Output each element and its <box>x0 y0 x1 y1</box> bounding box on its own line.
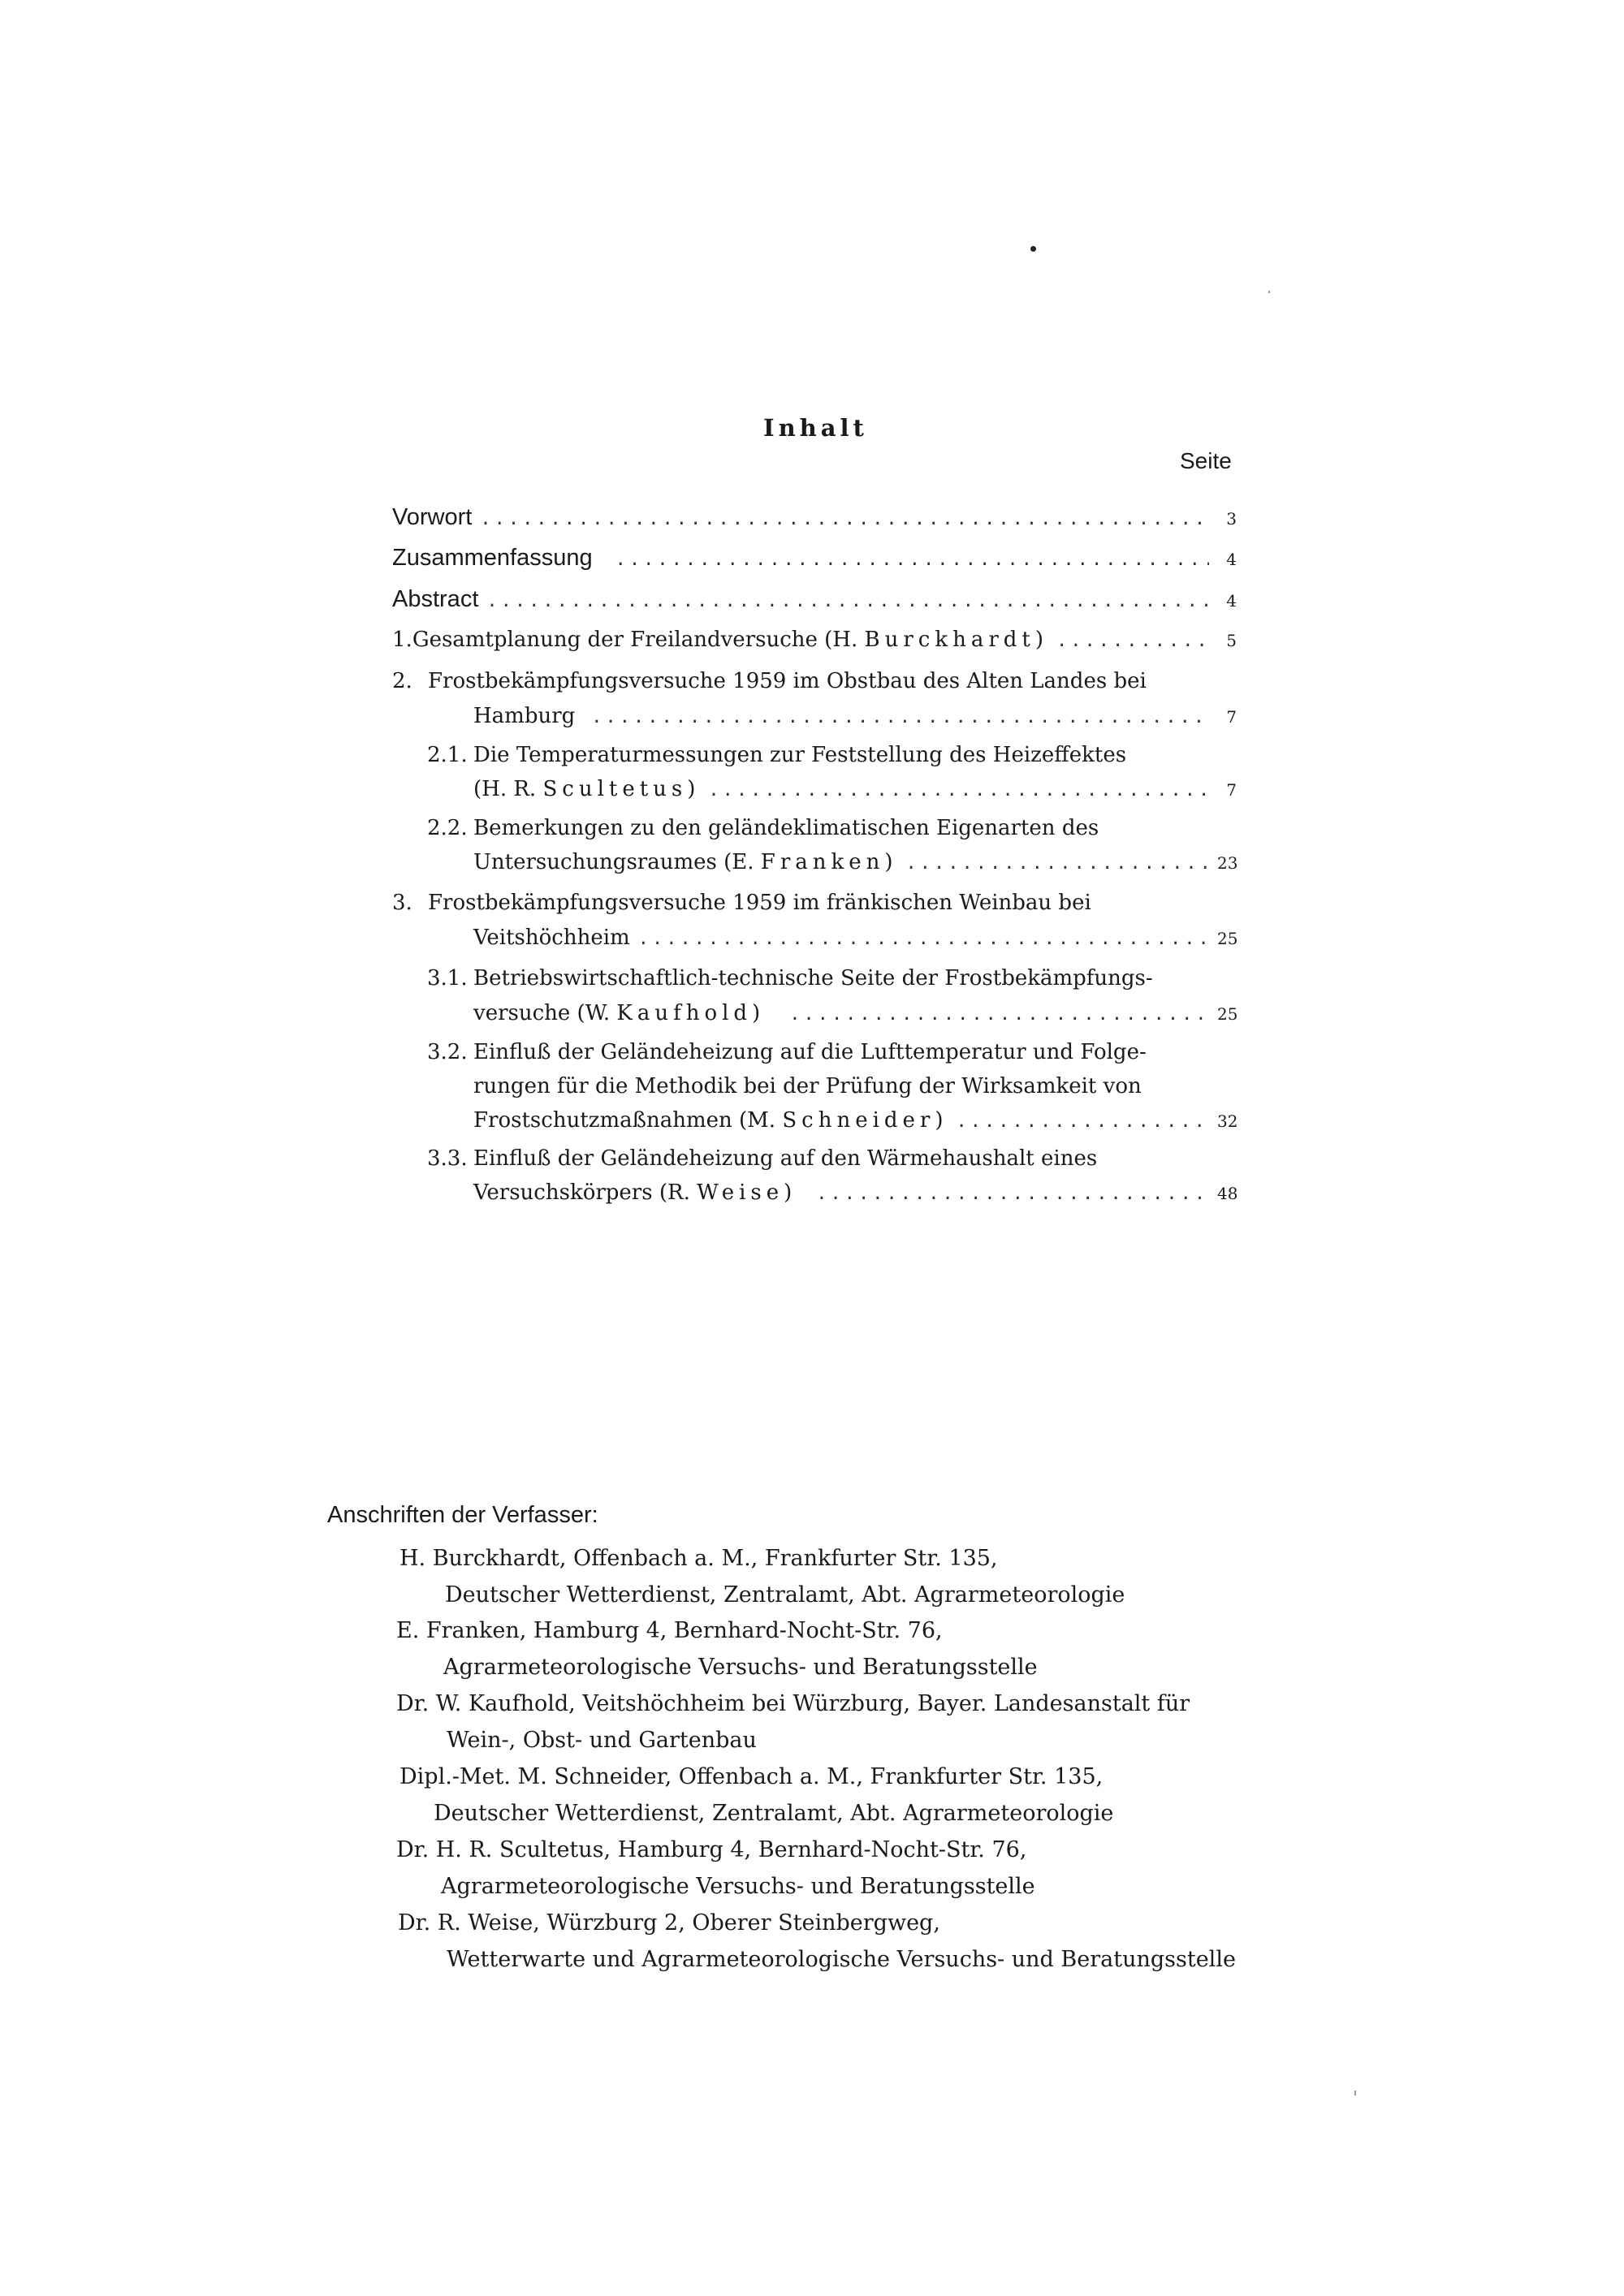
address-line1: Dr. R. Weise, Würzburg 2, Oberer Steinbergweg, <box>398 1910 940 1936</box>
toc-entry-author: Burckhardt) <box>864 628 1049 652</box>
toc-page-number: 32 <box>1217 1111 1238 1131</box>
toc-entry-number: 2. <box>392 669 412 693</box>
toc-title: Inhalt <box>763 414 868 442</box>
toc-entry-title-line1: Die Temperaturmessungen zur Feststellung des Heizeffektes <box>473 743 1127 767</box>
address-block <box>400 1759 1113 1832</box>
toc-entry-number: 3.2. <box>427 1040 468 1064</box>
toc-entry-title-line2: Hamburg <box>473 704 576 728</box>
toc-entry-title-line2: versuche (W. <box>473 1001 611 1025</box>
toc-entry-number: 1. <box>392 628 412 652</box>
toc-entry-title-line1: Betriebswirtschaftlich-technische Seite der Frostbekämpfungs- <box>473 966 1153 990</box>
toc-entry-title: Gesamtplanung der Freilandversuche (H. <box>412 628 858 652</box>
toc-entry-author: Schneider) <box>782 1108 948 1133</box>
toc-leader <box>615 544 1209 576</box>
address-block <box>396 1612 1038 1685</box>
toc-page-number: 4 <box>1226 591 1237 611</box>
address-block <box>400 1540 1125 1613</box>
toc-entry-title-line3: Frostschutzmaßnahmen (M. <box>473 1108 776 1133</box>
toc-entry-title-line1: Frostbekämpfungsversuche 1959 im fränkischen Weinbau bei <box>428 891 1091 915</box>
toc-entry-2-cont <box>473 700 1237 732</box>
toc-page-number: 23 <box>1217 853 1238 873</box>
address-line2: Agrarmeteorologische Versuchs- und Beratungsstelle <box>443 1655 1038 1680</box>
toc-page-number: 7 <box>1226 707 1237 727</box>
toc-leader <box>486 585 1209 618</box>
toc-entry-number: 3.3. <box>427 1146 468 1171</box>
toc-entry-3-2-cont <box>473 1070 1237 1103</box>
toc-entry-title-line2: Versuchskörpers (R. <box>473 1180 690 1205</box>
toc-entry-title-line1: Einfluß der Geländeheizung auf die Lufttemperatur und Folge- <box>473 1040 1147 1064</box>
speck <box>1354 2091 1356 2095</box>
toc-entry-number: 2.1. <box>427 743 468 767</box>
toc-entry-vorwort <box>392 501 1237 533</box>
address-line2: Deutscher Wetterdienst, Zentralamt, Abt. Agrarmeteorologie <box>445 1582 1125 1608</box>
addresses-heading: Anschriften der Verfasser: <box>327 1502 598 1528</box>
toc-leader <box>591 701 1209 734</box>
address-line1: Dipl.-Met. M. Schneider, Offenbach a. M., Frankfurter Str. 135, <box>400 1764 1104 1789</box>
toc-entry-label: Abstract <box>392 586 479 612</box>
address-line1: Dr. W. Kaufhold, Veitshöchheim bei Würzburg, Bayer. Landesanstalt für <box>396 1691 1190 1716</box>
toc-entry-2-1 <box>427 739 1237 771</box>
stray-dot <box>1030 246 1036 252</box>
toc-entry-2 <box>392 665 1237 697</box>
toc-entry-3-1-cont <box>473 997 1237 1029</box>
toc-entry-2-1-cont <box>473 773 1237 805</box>
address-line2: Wetterwarte und Agrarmeteorologische Versuchs- und Beratungsstelle <box>447 1947 1236 1972</box>
address-block <box>398 1905 1236 1978</box>
address-line2: Agrarmeteorologische Versuchs- und Beratungsstelle <box>441 1874 1035 1899</box>
toc-page-number: 48 <box>1217 1184 1238 1203</box>
toc-entry-3-3 <box>427 1142 1237 1175</box>
address-line2: Deutscher Wetterdienst, Zentralamt, Abt. Agrarmeteorologie <box>434 1801 1114 1826</box>
toc-entry-author: Scultetus) <box>542 777 701 801</box>
toc-entry-3 <box>392 887 1237 919</box>
address-block <box>396 1685 1190 1759</box>
toc-entry-number: 2.2. <box>427 816 468 840</box>
address-line1: E. Franken, Hamburg 4, Bernhard-Nocht-Str. 76, <box>396 1618 943 1643</box>
toc-entry-zusammenfassung <box>392 542 1237 574</box>
toc-entry-3-2 <box>427 1036 1237 1068</box>
toc-entry-1 <box>392 624 1237 656</box>
toc-entry-author: Weise) <box>697 1180 797 1205</box>
toc-leader <box>1056 625 1209 658</box>
toc-page-number: 3 <box>1226 509 1237 529</box>
address-block <box>396 1832 1035 1905</box>
toc-leader <box>789 999 1209 1031</box>
toc-page-number: 7 <box>1226 780 1237 800</box>
address-line1: Dr. H. R. Scultetus, Hamburg 4, Bernhard-Nocht-Str. 76, <box>396 1837 1027 1862</box>
toc-entry-title-line2: rungen für die Methodik bei der Prüfung der Wirksamkeit von <box>473 1074 1142 1098</box>
toc-entry-label: Zusammenfassung <box>392 545 593 571</box>
toc-entry-number: 3. <box>392 891 412 915</box>
toc-entry-3-1 <box>427 962 1237 995</box>
toc-entry-title-line1: Frostbekämpfungsversuche 1959 im Obstbau des Alten Landes bei <box>428 669 1147 693</box>
toc-leader <box>906 848 1209 880</box>
toc-leader <box>638 923 1209 956</box>
toc-entry-2-2 <box>427 812 1237 844</box>
toc-entry-abstract <box>392 583 1237 615</box>
toc-page-number: 5 <box>1226 631 1237 650</box>
toc-page-number: 25 <box>1217 1004 1238 1024</box>
toc-entry-author: Franken) <box>760 850 898 874</box>
toc-entry-author: Kaufhold) <box>616 1001 766 1025</box>
toc-entry-3-2-cont2 <box>473 1104 1237 1137</box>
toc-entry-title-line2: Untersuchungsraumes (E. <box>473 850 754 874</box>
address-line1: H. Burckhardt, Offenbach a. M., Frankfurter Str. 135, <box>400 1546 998 1571</box>
toc-entry-label: Vorwort <box>392 504 473 530</box>
toc-entry-title-line1: Einfluß der Geländeheizung auf den Wärmehaushalt eines <box>473 1146 1098 1171</box>
toc-entry-title-line1: Bemerkungen zu den geländeklimatischen Eigenarten des <box>473 816 1099 840</box>
toc-entry-3-3-cont <box>473 1176 1237 1209</box>
toc-leader <box>480 503 1209 536</box>
toc-entry-number: 3.1. <box>427 966 468 990</box>
toc-leader <box>816 1178 1209 1211</box>
toc-entry-3-cont <box>473 921 1237 954</box>
toc-page-number: 4 <box>1226 550 1237 569</box>
toc-leader <box>957 1106 1210 1138</box>
toc-entry-title-line2: (H. R. <box>473 777 537 801</box>
toc-page-header: Seite <box>1180 448 1232 473</box>
toc-entry-2-2-cont <box>473 846 1237 878</box>
toc-entry-title-line2: Veitshöchheim <box>473 926 630 950</box>
toc-page-number: 25 <box>1217 929 1238 948</box>
speck <box>1268 291 1270 293</box>
address-line2: Wein-, Obst- und Gartenbau <box>447 1728 757 1753</box>
toc-leader <box>708 775 1209 807</box>
